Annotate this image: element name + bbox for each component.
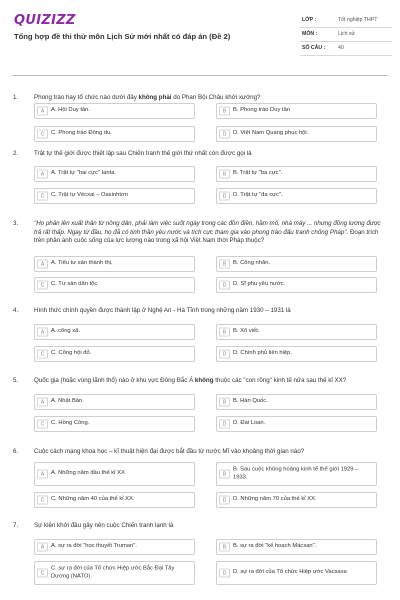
question-text: Trật tự thế giới được thiết lập sau Chiến tranh thế giới thứ nhất còn được gọi là <box>34 150 252 157</box>
option-label: B. Hàn Quốc. <box>233 398 268 405</box>
option-letter: D <box>219 130 230 139</box>
option-label: C. Phong trào Đông du. <box>51 130 112 137</box>
option-label: D. Những năm 70 của thế kỉ XX. <box>233 496 317 503</box>
meta-value: Tốt nghiệp THPT <box>336 13 392 27</box>
option-letter: C <box>37 420 48 429</box>
question-number: 2. <box>13 150 19 157</box>
question-text-part: Đoạn trích trên phản ánh cuộc sống của lực lượng nào trong xã hội Việt Nam thời Pháp thuộc? <box>34 228 379 245</box>
meta-value: 40 <box>336 41 392 55</box>
question-text-part: do Phan Bội Châu khởi xướng? <box>171 94 261 101</box>
question-text: Cuộc cách mạng khoa học – kĩ thuật hiện đại được bắt đầu từ nước Mĩ vào khoảng thời gian nào? <box>34 448 305 455</box>
option-letter: D <box>219 496 230 505</box>
document-header <box>0 0 400 62</box>
option-label: B. sự ra đời "kế hoạch Mácsan". <box>233 543 317 550</box>
quizizz-logo: QUIZIZZ <box>14 13 76 28</box>
option-letter: D <box>219 192 230 201</box>
option-letter: A <box>37 398 48 407</box>
page-title: Tổng hợp đề thi thử môn Lịch Sử mới nhất có đáp án (Đề 2) <box>14 32 231 41</box>
option-label: C. Tư sản dân tộc <box>51 281 98 288</box>
option-d[interactable] <box>216 188 377 204</box>
option-label: D. sự ra đời của Tổ chức Hiệp ước Vacsava <box>233 569 347 576</box>
option-c[interactable] <box>34 188 195 204</box>
option-letter: B <box>219 543 230 552</box>
option-b[interactable] <box>216 166 377 182</box>
option-letter: D <box>219 569 230 578</box>
option-letter: A <box>37 470 48 479</box>
meta-row-count <box>300 41 392 55</box>
meta-key: LỚP : <box>300 13 336 27</box>
question-text-part: thuộc các "con rồng" kinh tế nửa sau thế kỉ XX? <box>213 377 347 384</box>
option-label: B. Phong trào Duy tân <box>233 107 291 114</box>
option-label: C. Trật tự Vécxai – Oasinhtơn <box>51 192 128 199</box>
option-label: B. Xô viết. <box>233 328 260 335</box>
option-label: A. Hội Duy tân. <box>51 107 90 114</box>
option-letter: C <box>37 496 48 505</box>
question-text <box>34 377 384 386</box>
option-label: C. Hồng Công. <box>51 420 90 427</box>
option-a[interactable] <box>34 256 195 272</box>
meta-row-subject <box>300 27 392 41</box>
option-letter: A <box>37 543 48 552</box>
option-letter: C <box>37 569 48 578</box>
question-number: 6. <box>13 448 19 455</box>
option-letter: C <box>37 350 48 359</box>
option-letter: B <box>219 470 230 479</box>
meta-key: SỐ CÂU : <box>300 41 336 55</box>
option-label: D. Chính phủ liên hiệp. <box>233 350 292 357</box>
option-letter: A <box>37 170 48 179</box>
option-a[interactable] <box>34 462 195 486</box>
option-label: B. Công nhân. <box>233 260 271 267</box>
question-emphasis: không <box>194 377 214 384</box>
option-b[interactable] <box>216 394 377 410</box>
option-d[interactable] <box>216 492 377 508</box>
question-text <box>34 94 384 103</box>
option-label: A. Trật tự "hai cực" Ianta. <box>51 170 117 177</box>
option-d[interactable] <box>216 277 377 293</box>
meta-value: Lịch sử <box>336 27 392 41</box>
option-a[interactable] <box>34 394 195 410</box>
option-letter: B <box>219 107 230 116</box>
option-letter: D <box>219 350 230 359</box>
meta-key: MÔN : <box>300 27 336 41</box>
option-letter: A <box>37 260 48 269</box>
meta-table <box>300 13 392 56</box>
option-d[interactable] <box>216 416 377 432</box>
option-c[interactable] <box>34 561 195 585</box>
option-a[interactable] <box>34 166 195 182</box>
option-letter: C <box>37 130 48 139</box>
option-d[interactable] <box>216 561 377 585</box>
question-quote: "Họ phản lên xuất thân từ nông dân, phải làm việc suốt ngày trong các đồn điền, hầm mỏ, nhà máy ... nhưng đồng lương được trả rất thấp. Ngay từ đầu, họ đã có tinh thần yêu nước và tích cực tham gia vào phong trào đấu tranh chống Pháp". <box>34 220 381 236</box>
question-number: 7. <box>13 522 19 529</box>
option-label: B. Sau cuộc khủng hoảng kinh tế thế giới 1929 – 1933. <box>233 466 359 480</box>
question-text <box>34 220 384 246</box>
question-text-part: Phong trào hay tổ chức nào dưới đây <box>34 94 139 101</box>
option-letter: B <box>219 328 230 337</box>
option-d[interactable] <box>216 346 377 362</box>
option-c[interactable] <box>34 277 195 293</box>
header-divider <box>12 75 388 76</box>
question-number: 4. <box>13 307 19 314</box>
option-letter: D <box>219 420 230 429</box>
option-c[interactable] <box>34 416 195 432</box>
option-letter: A <box>37 328 48 337</box>
option-letter: A <box>37 107 48 116</box>
question-emphasis: không phải <box>138 94 172 101</box>
option-label: D. Đài Loan. <box>233 420 266 427</box>
option-letter: B <box>219 398 230 407</box>
option-c[interactable] <box>34 126 195 142</box>
option-label: C. Công hội đỏ. <box>51 350 92 357</box>
question-number: 5. <box>13 377 19 384</box>
option-c[interactable] <box>34 346 195 362</box>
question-number: 1. <box>13 94 19 101</box>
option-c[interactable] <box>34 492 195 508</box>
option-a[interactable] <box>34 324 195 340</box>
option-label: A. Những năm đầu thế kỉ XX <box>51 470 125 477</box>
option-b[interactable] <box>216 103 377 119</box>
option-letter: B <box>219 260 230 269</box>
question-number: 3. <box>13 220 19 227</box>
option-label: D. Sĩ phu yêu nước. <box>233 281 286 288</box>
option-letter: C <box>37 281 48 290</box>
option-label: A. sự ra đời "học thuyết Truman". <box>51 543 137 550</box>
question-text: Hình thức chính quyền được thành lập ở Nghệ An - Hà Tĩnh trong những năm 1930 – 1931 là <box>34 307 291 314</box>
option-letter: B <box>219 170 230 179</box>
question-text: Sự kiện khởi đầu gây nên cuộc Chiến tranh lạnh là <box>34 522 174 529</box>
option-b[interactable] <box>216 462 377 486</box>
option-b[interactable] <box>216 539 377 555</box>
option-label: D. Việt Nam Quang phục hội. <box>233 130 309 137</box>
option-label: A. công xã. <box>51 328 81 335</box>
option-letter: C <box>37 192 48 201</box>
meta-row-class <box>300 13 392 27</box>
option-b[interactable] <box>216 256 377 272</box>
option-label: A. Tiểu tư sản thành thị. <box>51 260 113 267</box>
option-label: C. Những năm 40 của thế kỉ XX. <box>51 496 135 503</box>
option-label: C. sự ra đời của Tổ chức Hiệp ước Bắc Đại Tây Dương (NATO). <box>51 565 175 579</box>
option-letter: D <box>219 281 230 290</box>
option-a[interactable] <box>34 539 195 555</box>
option-label: D. Trật tự "đa cực". <box>233 192 283 199</box>
option-a[interactable] <box>34 103 195 119</box>
option-d[interactable] <box>216 126 377 142</box>
option-label: B. Trật tự "ba cực". <box>233 170 283 177</box>
option-label: A. Nhật Bản. <box>51 398 84 405</box>
question-text-part: Quốc gia (hoặc vùng lãnh thổ) nào ở khu vực Đông Bắc Á <box>34 377 195 384</box>
option-b[interactable] <box>216 324 377 340</box>
